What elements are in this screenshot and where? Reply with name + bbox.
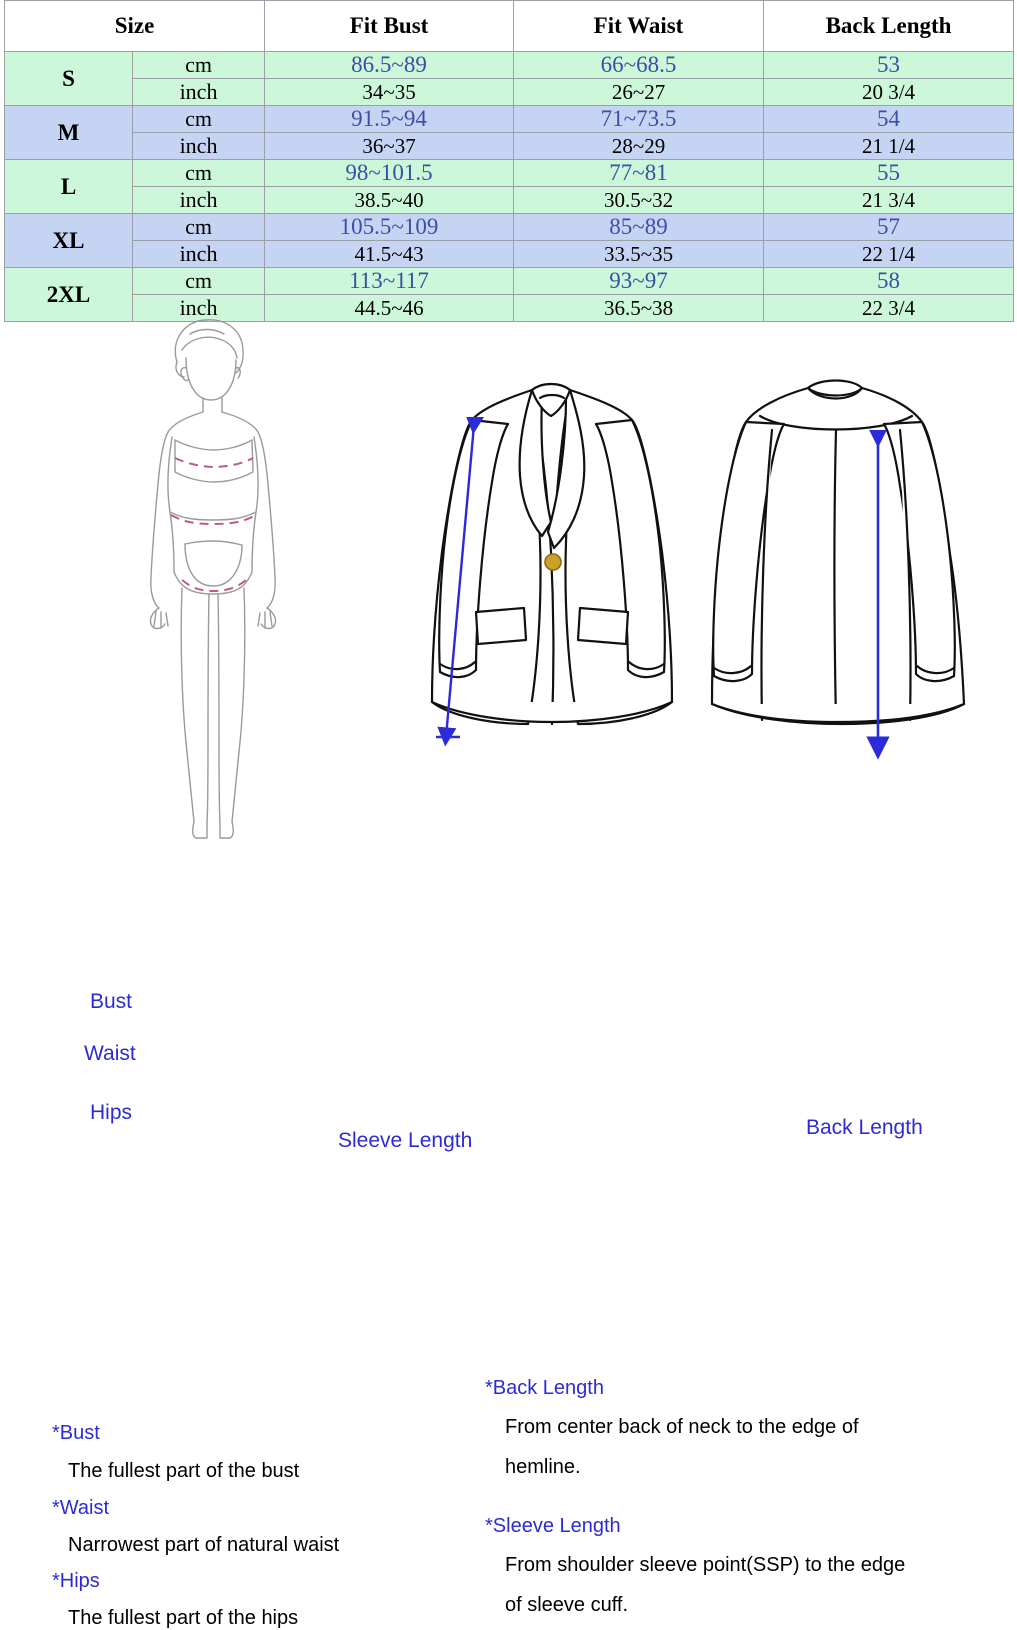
note-hips-title: *Hips — [52, 1570, 100, 1592]
size-label-m: M — [5, 106, 133, 160]
cell-waist-cm: 85~89 — [514, 214, 764, 241]
cell-back-inch: 21 3/4 — [764, 187, 1014, 214]
note-hips-body: The fullest part of the hips — [68, 1607, 299, 1629]
sleeve-length-arrow-icon — [430, 417, 510, 757]
note-back-length-title: *Back Length — [485, 1377, 604, 1399]
cell-bust-inch: 34~35 — [265, 79, 514, 106]
cell-waist-inch: 28~29 — [514, 133, 764, 160]
back-length-arrow-icon — [858, 430, 898, 760]
cell-back-cm: 55 — [764, 160, 1014, 187]
cell-bust-cm: 86.5~89 — [265, 52, 514, 79]
table-row — [5, 214, 1014, 241]
header-size: Size — [5, 1, 265, 52]
size-label-s: S — [5, 52, 133, 106]
size-label-xl: XL — [5, 214, 133, 268]
cell-waist-cm: 93~97 — [514, 268, 764, 295]
cell-bust-inch: 44.5~46 — [265, 295, 514, 322]
table-row — [5, 106, 1014, 133]
cell-bust-cm: 91.5~94 — [265, 106, 514, 133]
note-sleeve-length-body-1: From shoulder sleeve point(SSP) to the edge — [505, 1554, 906, 1576]
cell-waist-cm: 66~68.5 — [514, 52, 764, 79]
table-row — [5, 187, 1014, 214]
note-waist-body: Narrowest part of natural waist — [68, 1534, 340, 1556]
note-sleeve-length-body-2: of sleeve cuff. — [505, 1594, 629, 1616]
cell-bust-inch: 36~37 — [265, 133, 514, 160]
size-label-l: L — [5, 160, 133, 214]
unit-cm: cm — [133, 52, 265, 79]
header-fit-bust: Fit Bust — [265, 1, 514, 52]
unit-cm: cm — [133, 160, 265, 187]
cell-waist-inch: 33.5~35 — [514, 241, 764, 268]
header-back-length: Back Length — [764, 1, 1014, 52]
cell-bust-inch: 41.5~43 — [265, 241, 514, 268]
unit-cm: cm — [133, 214, 265, 241]
unit-inch: inch — [133, 187, 265, 214]
cell-waist-inch: 26~27 — [514, 79, 764, 106]
label-waist: Waist — [84, 1042, 136, 1065]
unit-cm: cm — [133, 106, 265, 133]
size-chart-table — [4, 0, 1014, 322]
unit-cm: cm — [133, 268, 265, 295]
note-sleeve-length-title: *Sleeve Length — [485, 1515, 621, 1537]
cell-back-cm: 58 — [764, 268, 1014, 295]
note-back-length-body-2: hemline. — [505, 1456, 581, 1478]
cell-waist-inch: 30.5~32 — [514, 187, 764, 214]
cell-back-cm: 54 — [764, 106, 1014, 133]
table-row — [5, 241, 1014, 268]
table-row — [5, 160, 1014, 187]
jacket-back-illustration — [700, 372, 990, 762]
unit-inch: inch — [133, 295, 265, 322]
cell-back-inch: 20 3/4 — [764, 79, 1014, 106]
cell-bust-cm: 113~117 — [265, 268, 514, 295]
table-row — [5, 268, 1014, 295]
label-back-length: Back Length — [806, 1116, 923, 1139]
header-fit-waist: Fit Waist — [514, 1, 764, 52]
cell-bust-cm: 98~101.5 — [265, 160, 514, 187]
note-bust-body: The fullest part of the bust — [68, 1460, 300, 1482]
label-bust: Bust — [90, 990, 133, 1013]
note-bust-title: *Bust — [52, 1422, 100, 1444]
cell-waist-cm: 77~81 — [514, 160, 764, 187]
cell-bust-inch: 38.5~40 — [265, 187, 514, 214]
table-row — [5, 52, 1014, 79]
cell-waist-cm: 71~73.5 — [514, 106, 764, 133]
table-row — [5, 79, 1014, 106]
note-waist-title: *Waist — [52, 1497, 110, 1519]
cell-back-inch: 22 1/4 — [764, 241, 1014, 268]
cell-waist-inch: 36.5~38 — [514, 295, 764, 322]
unit-inch: inch — [133, 79, 265, 106]
size-label-2xl: 2XL — [5, 268, 133, 322]
cell-back-inch: 22 3/4 — [764, 295, 1014, 322]
cell-back-cm: 57 — [764, 214, 1014, 241]
table-row — [5, 133, 1014, 160]
cell-back-inch: 21 1/4 — [764, 133, 1014, 160]
jacket-button-icon — [545, 554, 561, 570]
label-sleeve-length: Sleeve Length — [338, 1129, 473, 1152]
label-hips: Hips — [90, 1101, 133, 1124]
cell-bust-cm: 105.5~109 — [265, 214, 514, 241]
table-header-row — [5, 1, 1014, 52]
measurement-diagram — [0, 322, 1017, 1629]
unit-inch: inch — [133, 241, 265, 268]
cell-back-cm: 53 — [764, 52, 1014, 79]
unit-inch: inch — [133, 133, 265, 160]
note-back-length-body-1: From center back of neck to the edge of — [505, 1416, 859, 1438]
female-figure-illustration — [130, 312, 390, 872]
